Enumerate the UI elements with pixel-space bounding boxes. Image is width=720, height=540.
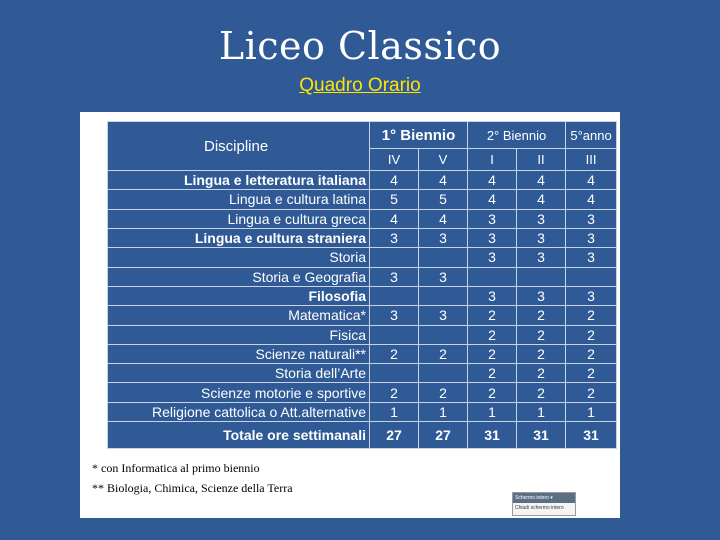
table-row: [108, 209, 617, 228]
hours-cell: [419, 248, 468, 267]
document-sheet: [80, 112, 620, 518]
hours-cell: [370, 286, 419, 305]
discipline-name: Religione cattolica o Att.alternative: [108, 402, 370, 421]
table-row: [108, 248, 617, 267]
hours-cell: 2: [370, 344, 419, 363]
hours-cell: 5: [370, 190, 419, 209]
hours-cell: 2: [517, 344, 566, 363]
discipline-name: Storia e Geografia: [108, 267, 370, 286]
table-row: [108, 228, 617, 247]
header-group-1: 1° Biennio: [370, 122, 468, 149]
hours-cell: 4: [370, 171, 419, 190]
hours-cell: 2: [370, 383, 419, 402]
fullscreen-menu[interactable]: Schermo intero ▾: [513, 493, 575, 503]
hours-cell: 2: [517, 364, 566, 383]
hours-cell: 4: [566, 171, 617, 190]
subtitle-link[interactable]: Quadro Orario: [299, 75, 421, 96]
hours-cell: 2: [468, 364, 517, 383]
hours-cell: 1: [468, 402, 517, 421]
table-row: [108, 402, 617, 421]
hours-cell: 4: [419, 209, 468, 228]
hours-cell: 3: [468, 248, 517, 267]
hours-cell: 4: [468, 190, 517, 209]
hours-cell: 3: [566, 209, 617, 228]
table-row: [108, 364, 617, 383]
total-hours-cell: 27: [370, 422, 419, 449]
schedule-table-wrapper: [107, 121, 616, 449]
discipline-name: Lingua e cultura greca: [108, 209, 370, 228]
table-row: [108, 171, 617, 190]
hours-cell: 1: [419, 402, 468, 421]
total-hours-cell: 27: [419, 422, 468, 449]
hours-cell: 2: [566, 344, 617, 363]
table-row: [108, 306, 617, 325]
slide-subtitle: [0, 75, 720, 97]
year-header: I: [468, 149, 517, 171]
hours-cell: 3: [419, 267, 468, 286]
hours-cell: 3: [370, 267, 419, 286]
hours-cell: [419, 364, 468, 383]
hours-cell: 3: [566, 228, 617, 247]
total-hours-cell: 31: [468, 422, 517, 449]
table-row: [108, 190, 617, 209]
hours-cell: 2: [419, 344, 468, 363]
hours-cell: 3: [468, 228, 517, 247]
slide-title: Liceo Classico: [218, 24, 502, 68]
hours-cell: 2: [468, 306, 517, 325]
hours-cell: 2: [468, 344, 517, 363]
footnotes: [92, 458, 293, 498]
total-hours-cell: 31: [566, 422, 617, 449]
discipline-name: Lingua e cultura latina: [108, 190, 370, 209]
header-group-3: 5°anno: [566, 122, 617, 149]
year-header: III: [566, 149, 617, 171]
hours-cell: 3: [517, 248, 566, 267]
hours-cell: 3: [566, 286, 617, 305]
hours-cell: 2: [566, 364, 617, 383]
hours-cell: 1: [517, 402, 566, 421]
hours-cell: 3: [370, 228, 419, 247]
hours-cell: 3: [370, 306, 419, 325]
hours-cell: [370, 364, 419, 383]
year-header: II: [517, 149, 566, 171]
hours-cell: 4: [468, 171, 517, 190]
header-discipline: Discipline: [108, 122, 370, 171]
hours-cell: [419, 325, 468, 344]
header-row-groups: [108, 122, 617, 149]
hours-cell: 4: [419, 171, 468, 190]
footnote-1: * con Informatica al primo biennio: [92, 461, 260, 475]
hours-cell: 2: [566, 306, 617, 325]
schedule-table: [107, 121, 617, 449]
total-row: [108, 422, 617, 449]
hours-cell: 3: [566, 248, 617, 267]
table-row: [108, 286, 617, 305]
discipline-name: Storia dell’Arte: [108, 364, 370, 383]
hours-cell: 5: [419, 190, 468, 209]
hours-cell: 2: [468, 325, 517, 344]
hours-cell: 2: [419, 383, 468, 402]
footnote-2: ** Biologia, Chimica, Scienze della Terra: [92, 481, 293, 495]
table-row: [108, 344, 617, 363]
discipline-name: Scienze motorie e sportive: [108, 383, 370, 402]
discipline-name: Lingua e letteratura italiana: [108, 171, 370, 190]
hours-cell: 4: [517, 171, 566, 190]
hours-cell: 1: [566, 402, 617, 421]
year-header: IV: [370, 149, 419, 171]
hours-cell: [566, 267, 617, 286]
year-header: V: [419, 149, 468, 171]
hours-cell: 4: [517, 190, 566, 209]
hours-cell: [517, 267, 566, 286]
table-row: [108, 383, 617, 402]
hours-cell: [370, 248, 419, 267]
hours-cell: 3: [517, 286, 566, 305]
hours-cell: 2: [517, 325, 566, 344]
table-row: [108, 267, 617, 286]
discipline-name: Lingua e cultura straniera: [108, 228, 370, 247]
hours-cell: [468, 267, 517, 286]
hours-cell: 3: [419, 306, 468, 325]
hours-cell: 2: [517, 383, 566, 402]
hours-cell: 3: [419, 228, 468, 247]
discipline-name: Storia: [108, 248, 370, 267]
hours-cell: 2: [517, 306, 566, 325]
total-label: Totale ore settimanali: [108, 422, 370, 449]
hours-cell: 3: [517, 209, 566, 228]
fullscreen-widget[interactable]: [512, 492, 576, 516]
discipline-name: Matematica*: [108, 306, 370, 325]
discipline-name: Scienze naturali**: [108, 344, 370, 363]
total-hours-cell: 31: [517, 422, 566, 449]
hours-cell: 2: [468, 383, 517, 402]
hours-cell: 2: [566, 383, 617, 402]
hours-cell: 1: [370, 402, 419, 421]
hours-cell: 3: [517, 228, 566, 247]
hours-cell: 3: [468, 209, 517, 228]
header-group-2: 2° Biennio: [468, 122, 566, 149]
table-row: [108, 325, 617, 344]
hours-cell: 2: [566, 325, 617, 344]
hours-cell: 4: [370, 209, 419, 228]
discipline-name: Filosofia: [108, 286, 370, 305]
hours-cell: [419, 286, 468, 305]
exit-fullscreen-button[interactable]: Chiudi schermo intero: [515, 505, 564, 511]
table-body: [108, 171, 617, 449]
discipline-name: Fisica: [108, 325, 370, 344]
hours-cell: [370, 325, 419, 344]
hours-cell: 4: [566, 190, 617, 209]
hours-cell: 3: [468, 286, 517, 305]
